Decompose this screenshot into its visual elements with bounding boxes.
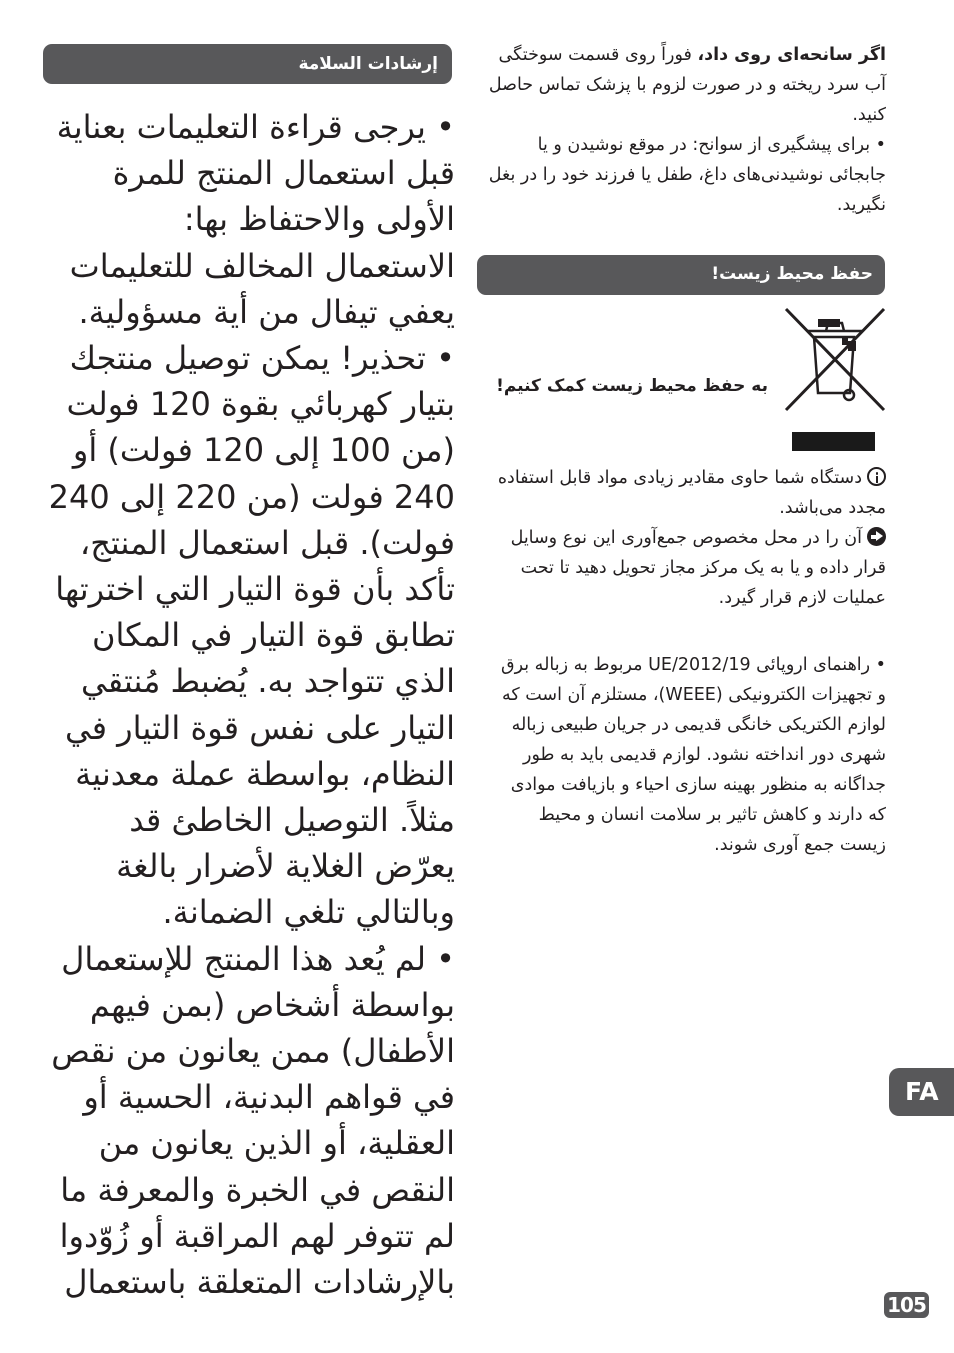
burn-paragraph [478,40,886,130]
child-safety-bullet: • برای پیشگیری از سوانح: در موقع نوشیدن و یا جابجائی نوشیدنی‌های داغ، طفل یا فرزند خود را در بغل نگیرید. [488,135,886,215]
collection-point-line [478,523,886,613]
info-text: دستگاه شما حاوی مقادیر زیادی مواد قابل استفاده مجدد می‌باشد. [497,468,886,518]
bin-underline-bar [792,432,875,451]
info-icon [867,467,886,486]
weee-directive-text: • راهنمای اروپائی UE/2012/19 مربوط به زباله برق و تجهیزات الکترونیکی (WEEE)، مستلزم آن است که لوازم الکتریکی خانگی قدیمی در جریان طبیعی زباله شهری دور انداخته نشود. لوازم قدیمی باید به طور جداگانه به منظور بهینه سازی احیاء و بازیافت موادی که دارند و کاهش تاثیر بر سلامت انسان و محیط زیست جمع آوری شوند. [501,655,886,855]
page-number: 105 [884,1292,929,1318]
arabic-safety-text [45,104,455,1305]
burn-lead-bold: اگر سانحه‌ای روی داد، [697,45,886,65]
environment-header: حفظ محیط زیست! [477,255,885,295]
burn-lead-text: فوراً روی قسمت سوختگی آب سرد ریخته و در صورت لزوم با پزشک تماس حاصل کنید. [488,45,886,125]
recycle-note: به حفظ محیط زیست کمک کنیم! [496,376,768,396]
language-tab: FA [889,1068,954,1116]
burn-instructions [478,40,886,220]
paragraph-voltage-warning: • تحذير! يمكن توصيل منتجك بتيار كهربائي بقوة 120 فولت (من 100 إلى 120 فولت) أو 240 فولت (من 220 إلى 240 فولت). قبل استعمال المنتج، تأكد بأن قوة التيار التي اخترتها تطابق قوة التيار في المكان الذي تتواجد به. يُضبط مُنتقي التيار على نفس قوة التيار في النظام، بواسطة عملة معدنية مثلاً. التوصيل الخاطئ قد يعرّض الغلاية لأضرار بالغة وبالتالي تلغي الضمانة. [48,339,455,932]
paragraph-not-for-persons: • لم يُعد هذا المنتج للإستعمال بواسطة أشخاص (بمن فيهم الأطفال) ممن يعانون من نقص في قواهم البدنية، الحسية أو العقلية، أو الذين يعانون من النقص في الخبرة والمعرفة ما لم تتوفر لهم المراقبة أو زُوّدوا بالإرشادات المتعلقة باستعمال [51,939,455,1302]
crossed-out-wheelie-bin-icon [784,307,886,412]
reusable-materials-line [478,463,886,523]
recycling-info [478,463,886,613]
paragraph-read-instructions: • يرجى قراءة التعليمات بعناية قبل استعمال المنتج للمرة الأولى والاحتفاظ بها: الاستعمال المخالف للتعليمات يعفي تيفال من أية مسؤولية. [56,108,455,331]
arrow-right-icon [867,527,886,546]
safety-instructions-header: إرشادات السلامة [43,44,452,84]
arrow-text: آن را در محل مخصوص جمع‌آوری این نوع وسایل قرار داده و یا به یک مرکز مجاز تحویل دهید تا تحت عملیات لازم قرار گیرد. [510,528,886,608]
